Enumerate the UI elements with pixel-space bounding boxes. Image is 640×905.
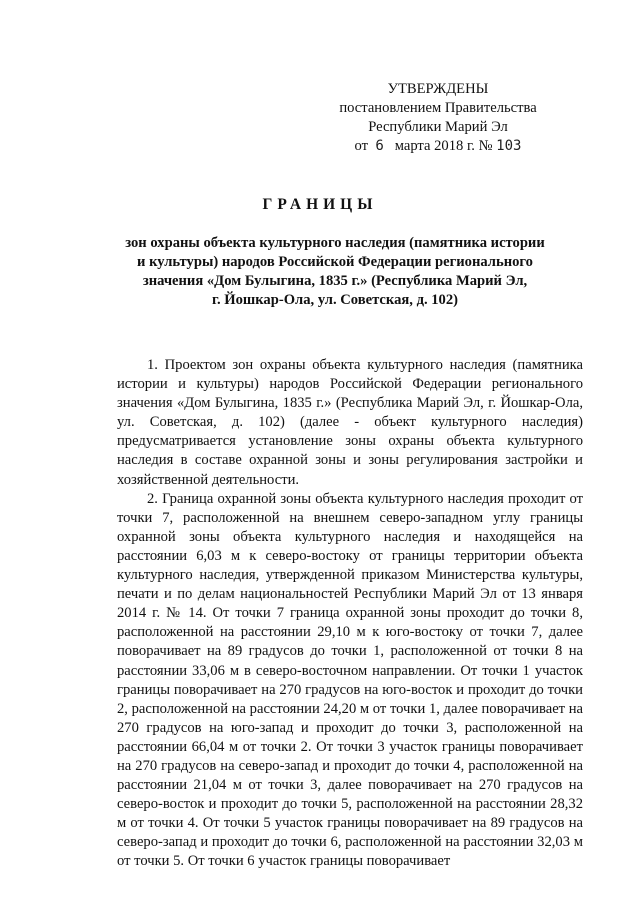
approval-date: [318, 137, 558, 156]
subtitle-line: и культуры) народов Российской Федерации регионального: [137, 254, 533, 270]
subtitle-line: значения «Дом Булыгина, 1835 г.» (Республика Марий Эл,: [142, 273, 528, 289]
document-subtitle: [120, 234, 550, 310]
paragraph-1: 1. Проектом зон охраны объекта культурного наследия (памятника истории и культуры) народов Российской Федерации регионального значения «Дом Булыгина, 1835 г.» (Республика Марий Эл, г. Йошкар-Ола, ул. Советская, д. 102) (далее - объект культурного наследия) предусматривается установление зоны охраны объекта культурного наследия в составе охранной зоны и зоны регулирования застройки и хозяйственной деятельности.: [117, 357, 583, 488]
paragraph-2: 2. Граница охранной зоны объекта культурного наследия проходит от точки 7, расположенной на внешнем северо-западном углу границы охранной зоны объекта культурного наследия и находящейся на расстоянии 6,03 м к северо-востоку от границы территории объекта культурного наследия, утвержденной приказом Министерства культуры, печати и по делам национальностей Республики Марий Эл от 13 января 2014 г. № 14. От точки 7 граница охранной зоны проходит до точки 8, расположенной на расстоянии 29,10 м к юго-востоку от точки 7, далее поворачивает на 89 градусов до точки 1, расположенной от точки 8 на расстоянии 33,06 м в северо-восточном направлении. От точки 1 участок границы поворачивает на 270 градусов на юго-восток и проходит до точки 2, расположенной на расстоянии 24,20 м от точки 1, далее поворачивает на 270 градусов на юго-запад и проходит до точки 3, расположенной на расстоянии 66,04 м от точки 2. От точки 3 участок границы поворачивает на 270 градусов на северо-запад и проходит до точки 4, расположенной на расстоянии 21,04 м от точки 3, далее поворачивает на 270 градусов на северо-восток и проходит до точки 5, расположенной на расстоянии 28,32 м от точки 4. От точки 5 участок границы поворачивает на 89 градусов на северо-запад и проходит до точки 6, расположенной на расстоянии 32,03 м от точки 5. От точки 6 участок границы поворачивает: [117, 490, 583, 870]
document-body: [117, 356, 583, 872]
date-month-year: марта 2018 г. №: [394, 138, 493, 154]
subtitle-line: зон охраны объекта культурного наследия (памятника истории: [125, 235, 545, 251]
approval-stamp: [318, 80, 558, 156]
document-title: ГРАНИЦЫ: [262, 196, 378, 213]
approval-republic: Республики Марий Эл: [368, 119, 508, 135]
date-day: 6: [375, 138, 384, 154]
subtitle-line: г. Йошкар-Ола, ул. Советская, д. 102): [211, 292, 459, 308]
date-prefix: от: [354, 138, 369, 154]
approval-resolution: постановлением Правительства: [339, 100, 537, 116]
approval-heading: УТВЕРЖДЕНЫ: [387, 81, 489, 97]
document-number: 103: [496, 138, 522, 154]
